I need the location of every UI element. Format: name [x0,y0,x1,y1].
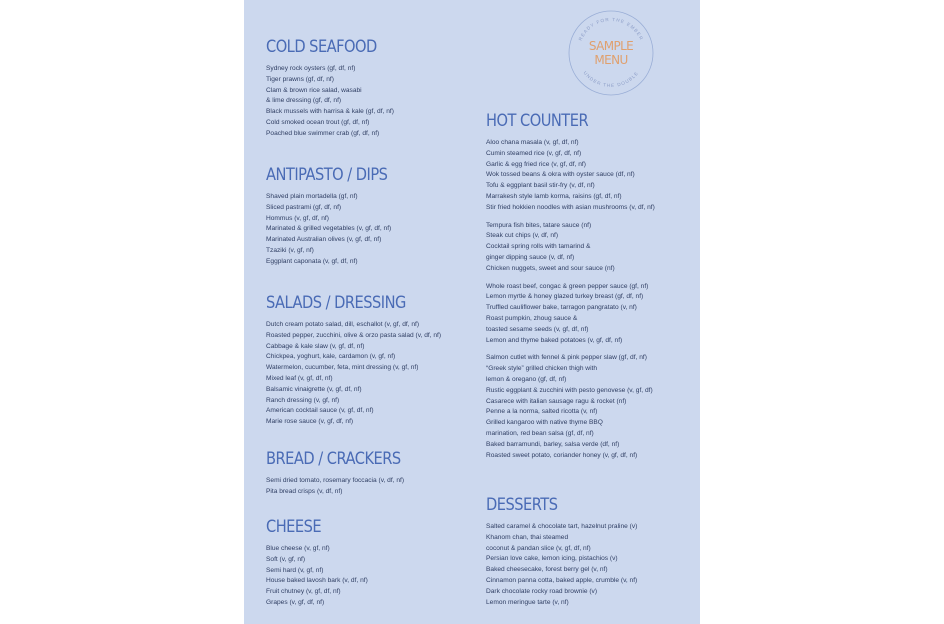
menu-item: Rustic eggplant & zucchini with pesto genovese (v, gf, df) [486,386,653,394]
menu-item: Aloo chana masala (v, gf, df, nf) [486,139,579,146]
item-list [266,544,481,609]
menu-item: Ranch dressing (v, gf, nf) [266,396,340,404]
section-hot-counter [486,111,696,461]
menu-item: Pita bread crisps (v, df, nf) [266,487,343,495]
menu-item: lemon & oregano (gf, df, nf) [486,375,567,383]
menu-item: Cold smoked ocean trout (gf, df, nf) [266,118,370,126]
menu-item: Marinated Australian olives (v, gf, df, nf) [266,236,382,244]
menu-item: “Greek style” grilled chicken thigh with [486,365,598,373]
menu-item: Stir fried hokkien noodles with asian mushrooms (v, df, nf) [486,203,655,211]
menu-item: Roasted sweet potato, coriander honey (v, gf, df, nf) [486,451,638,459]
section-cold-seafood [266,37,481,140]
menu-item: Marinated & grilled vegetables (v, gf, df, nf) [266,225,392,233]
menu-item: Marie rose sauce (v, gf, df, nf) [266,418,354,426]
menu-item: Steak cut chips (v, df, nf) [486,232,559,240]
menu-item: Truffled cauliflower bake, tarragon pangratato (v, nf) [486,304,637,312]
menu-item: Marrakesh style lamb korma, raisins (gf, df, nf) [486,192,622,200]
section-salads-dressing [266,293,481,428]
section-title: DESSERTS [486,495,558,515]
section-title: HOT COUNTER [486,111,589,131]
menu-item: Lemon and thyme baked potatoes (v, gf, df, nf) [486,336,623,344]
item-list [486,522,696,608]
menu-item: Mixed leaf (v, gf, df, nf) [266,374,333,382]
menu-item: Shaved plain mortadella (gf, nf) [266,193,358,200]
menu-item: Khanom chan, thai steamed [486,533,569,541]
stamp-line1: SAMPLE [588,39,634,53]
menu-item: American cocktail sauce (v, gf, df, nf) [266,407,374,415]
section-antipasto-dips [266,165,481,268]
list-gap [486,275,696,282]
menu-item: Dutch cream potato salad, dill, eschallot (v, gf, df, nf) [266,321,420,328]
menu-item: Tofu & eggplant basil stir-fry (v, df, nf) [486,182,595,190]
menu-item: Hommus (v, gf, df, nf) [266,214,329,222]
menu-item: Whole roast beef, congac & green pepper sauce (gf, nf) [486,282,649,290]
list-gap [486,214,696,221]
item-list [266,476,481,498]
menu-item: Soft (v, gf, nf) [266,555,306,563]
menu-item: Dark chocolate rocky road brownie (v) [486,587,598,595]
menu-item: Cinnamon panna cotta, baked apple, crumble (v, nf) [486,576,638,584]
item-list [266,64,481,140]
menu-item: Blue cheese (v, gf, nf) [266,545,330,552]
menu-item: Fruit chutney (v, gf, df, nf) [266,588,341,596]
menu-item: Grilled kangaroo with native thyme BBQ [486,419,603,427]
menu-item: ginger dipping sauce (v, df, nf) [486,253,575,261]
section-bread-crackers [266,449,481,498]
stamp-ring-top-text: READY FOR THE EMBER [577,16,645,42]
section-title: ANTIPASTO / DIPS [266,165,388,185]
menu-item: Wok tossed beans & okra with oyster sauce (df, nf) [486,171,635,179]
menu-item: Cocktail spring rolls with tamarind & [486,243,591,251]
section-title: BREAD / CRACKERS [266,449,401,469]
stamp-ring-bottom-text: UNDER THE DOUBLE [582,70,640,89]
item-list [266,320,481,428]
menu-item: Chickpea, yoghurt, kale, cardamon (v, gf, nf) [266,353,396,361]
menu-item: Grapes (v, gf, df, nf) [266,598,325,606]
menu-item: Clam & brown rice salad, wasabi [266,86,362,94]
section-title: COLD SEAFOOD [266,37,377,57]
menu-item: Tiger prawns (gf, df, nf) [266,75,334,83]
menu-item: Penne a la norma, salted ricotta (v, nf) [486,408,598,416]
menu-item: Cumin steamed rice (v, gf, df, nf) [486,149,582,157]
menu-item: Eggplant caponata (v, gf, df, nf) [266,257,358,265]
menu-item: Lemon meringue tarte (v, nf) [486,598,569,606]
menu-item: House baked lavosh bark (v, df, nf) [266,577,368,585]
menu-item: Garlic & egg fried rice (v, gf, df, nf) [486,160,586,168]
menu-item: toasted sesame seeds (v, gf, df, nf) [486,325,589,333]
menu-item: Semi hard (v, gf, nf) [266,566,324,574]
menu-item: Casarece with italian sausage ragu & rocket (nf) [486,397,627,405]
menu-item: Watermelon, cucumber, feta, mint dressing (v, gf, nf) [266,364,419,372]
menu-item: Chicken nuggets, sweet and sour sauce (nf) [486,264,615,272]
menu-item: Roasted pepper, zucchini, olive & orzo pasta salad (v, df, nf) [266,331,442,339]
menu-item: Salted caramel & chocolate tart, hazelnut praline (v) [486,523,638,530]
menu-sheet [244,0,700,624]
section-cheese [266,517,481,609]
menu-item: Lemon myrtle & honey glazed turkey breast (gf, df, nf) [486,293,644,301]
menu-item: Sydney rock oysters (gf, df, nf) [266,65,356,72]
section-desserts [486,495,696,608]
menu-item: Poached blue swimmer crab (gf, df, nf) [266,129,380,137]
menu-item: coconut & pandan slice (v, gf, df, nf) [486,544,591,552]
section-title: SALADS / DRESSING [266,293,406,313]
menu-item: Persian love cake, lemon icing, pistachios (v) [486,555,618,563]
sample-menu-stamp [566,8,656,98]
list-gap [486,346,696,353]
menu-item: Black mussels with harrisa & kale (gf, df, nf) [266,108,394,116]
menu-item: Baked barramundi, barley, salsa verde (df, nf) [486,440,620,448]
menu-item: Sliced pastrami (gf, df, nf) [266,203,342,211]
section-title: CHEESE [266,517,322,537]
menu-item: Semi dried tomato, rosemary foccacia (v, df, nf) [266,477,405,484]
menu-item: marination, red bean salsa (gf, df, nf) [486,429,594,437]
menu-item: Tempura fish bites, tatare sauce (nf) [486,221,592,229]
menu-item: Cabbage & kale slaw (v, gf, df, nf) [266,342,365,350]
item-list [266,192,481,268]
menu-item: Roast pumpkin, zhoug sauce & [486,314,578,322]
item-list [486,138,696,461]
menu-item: Tzaziki (v, gf, nf) [266,246,314,254]
menu-item: Baked cheesecake, forest berry gel (v, nf) [486,566,608,574]
stamp-line2: MENU [594,53,628,67]
menu-item: Salmon cutlet with fennel & pink pepper slaw (gf, df, nf) [486,354,647,362]
menu-item: & lime dressing (gf, df, nf) [266,97,342,105]
menu-item: Balsamic vinaigrette (v, gf, df, nf) [266,385,362,393]
